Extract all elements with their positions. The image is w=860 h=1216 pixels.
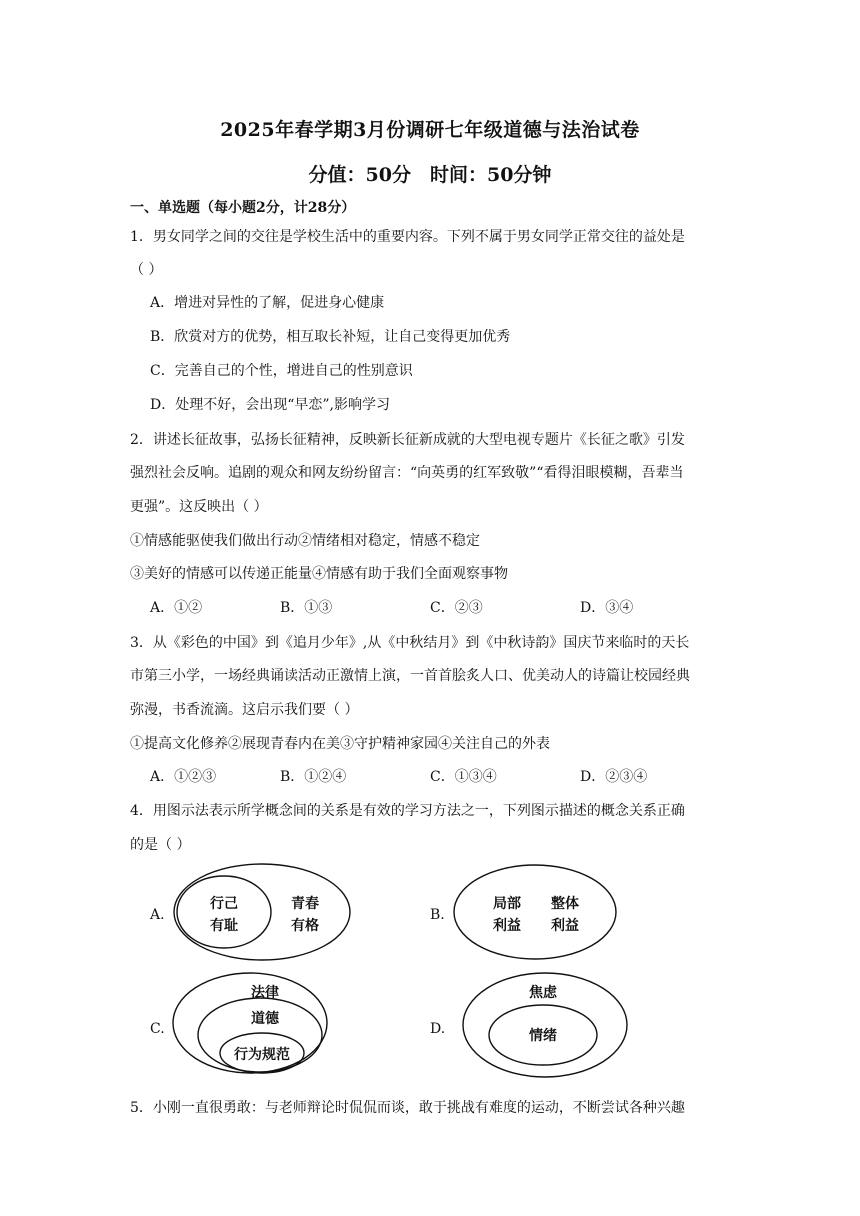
page-subtitle: 分值：50分 时间：50分钟: [308, 164, 552, 186]
diagram-b-right-text-1: 整体: [551, 896, 579, 912]
diagram-b-right-text-2: 利益: [551, 918, 579, 934]
question-2-line-1: 2．讲述长征故事，弘扬长征精神，反映新长征新成就的大型电视专题片《长征之歌》引发: [130, 432, 685, 448]
question-3-statement-1: ①提高文化修养②展现青春内在美③守护精神家园④关注自己的外表: [130, 736, 550, 752]
diagram-a-inner-text-1: 行己: [210, 896, 238, 912]
diagram-c-inner-text: 行为规范: [234, 1047, 290, 1063]
diagram-d-outer-text: 焦虑: [529, 985, 557, 1001]
question-1-line-1: 1．男女同学之间的交往是学校生活中的重要内容。下列不属于男女同学正常交往的益处是: [130, 229, 685, 245]
diagram-b[interactable]: [430, 865, 616, 959]
question-1-option-c[interactable]: C．完善自己的个性，增进自己的性别意识: [150, 363, 413, 379]
diagram-b-ellipse: [454, 865, 616, 959]
diagram-a-outer-ellipse: [174, 864, 350, 960]
diagram-d-inner-text: 情绪: [529, 1028, 557, 1044]
page-title: 2025年春学期3月份调研七年级道德与法治试卷: [220, 119, 640, 141]
question-3-option-c[interactable]: C．①③④: [430, 769, 497, 785]
question-5-line-1: 5．小刚一直很勇敢：与老师辩论时侃侃而谈，敢于挑战有难度的运动，不断尝试各种兴趣: [130, 1100, 685, 1116]
diagram-c-label: C.: [150, 1021, 165, 1037]
diagram-a[interactable]: [149, 864, 350, 960]
question-3-option-b[interactable]: B．①②④: [280, 769, 347, 785]
diagram-d[interactable]: [430, 973, 627, 1077]
diagram-d-label: D.: [430, 1021, 446, 1037]
diagram-c[interactable]: [150, 973, 327, 1073]
question-2-option-a[interactable]: A．①②: [150, 600, 203, 616]
question-3-line-2: 市第三小学，一场经典诵读活动正激情上演，一首首脍炙人口、优美动人的诗篇让校园经典: [130, 668, 690, 684]
diagram-a-outer-text-2: 有格: [291, 918, 319, 934]
diagram-b-left-text-1: 局部: [493, 896, 521, 912]
diagram-b-label: B.: [430, 907, 445, 923]
diagram-a-outer-text-1: 青春: [291, 896, 319, 912]
question-2-line-3: 更强”。这反映出（ ）: [130, 499, 268, 515]
question-4-line-1: 4．用图示法表示所学概念间的关系是有效的学习方法之一，下列图示描述的概念关系正确: [130, 803, 685, 819]
question-3-option-a[interactable]: A．①②③: [150, 769, 217, 785]
question-1-option-a[interactable]: A．增进对异性的了解，促进身心健康: [150, 295, 385, 311]
question-3-line-3: 弥漫，书香流滴。这启示我们要（ ）: [130, 702, 359, 718]
question-2-option-d[interactable]: D．③④: [580, 600, 634, 616]
diagram-b-left-text-2: 利益: [493, 918, 521, 934]
question-1-option-b[interactable]: B．欣赏对方的优势，相互取长补短，让自己变得更加优秀: [150, 329, 511, 345]
question-4-diagrams: [0, 860, 860, 1090]
question-2-statement-2: ③美好的情感可以传递正能量④情感有助于我们全面观察事物: [130, 566, 508, 582]
question-2-option-c[interactable]: C．②③: [430, 600, 483, 616]
question-4-line-2: 的是（ ）: [130, 837, 191, 853]
question-2-option-b[interactable]: B．①③: [280, 600, 333, 616]
question-2-line-2: 强烈社会反响。追剧的观众和网友纷纷留言：“向英勇的红军致敬”“看得泪眼模糊，吾辈当: [130, 465, 684, 481]
question-1-line-2: （ ）: [130, 262, 163, 278]
diagram-a-label: A.: [150, 907, 165, 923]
question-2-statement-1: ①情感能驱使我们做出行动②情绪相对稳定，情感不稳定: [130, 533, 480, 549]
section-heading: 一、单选题（每小题2分，计28分）: [130, 200, 356, 216]
question-3-line-1: 3．从《彩色的中国》到《追月少年》,从《中秋结月》到《中秋诗韵》国庆节来临时的天长: [130, 635, 690, 651]
question-1-option-d[interactable]: D．处理不好，会出现“早恋”,影响学习: [150, 397, 390, 413]
diagram-a-inner-text-2: 有耻: [210, 918, 238, 934]
question-3-option-d[interactable]: D．②③④: [580, 769, 648, 785]
diagram-a-inner-ellipse: [177, 876, 271, 948]
diagram-c-middle-text: 道德: [251, 1011, 279, 1027]
diagram-c-outer-text: 法律: [251, 985, 279, 1001]
